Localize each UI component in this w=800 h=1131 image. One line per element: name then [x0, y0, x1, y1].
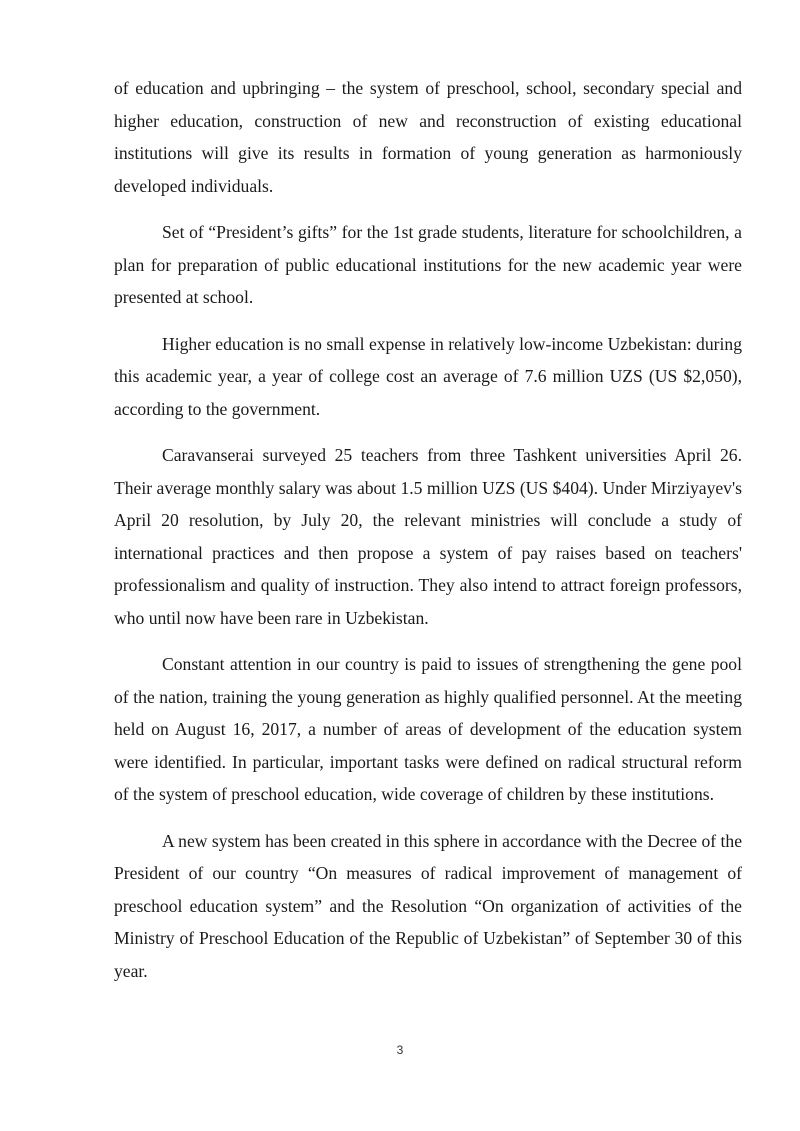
- body-text: [114, 72, 742, 1001]
- paragraph-gene-pool: Constant attention in our country is paid to issues of strengthening the gene pool of the nation, training the young generation as highly qualified personnel. At the meeting held on August 16, 2017, a number of areas of development of the education system were identified. In particular, important tasks were defined on radical structural reform of the system of preschool education, wide coverage of children by these institutions.: [114, 654, 742, 804]
- paragraph-higher-education-cost: Higher education is no small expense in relatively low-income Uzbekistan: during this academic year, a year of college cost an average of 7.6 million UZS (US $2,050), according to the government.: [114, 333, 742, 419]
- paragraph-preschool-system: A new system has been created in this sphere in accordance with the Decree of the President of our country “On measures of radical improvement of management of preschool education system” and the Resolution “On organization of activities of the Ministry of Preschool Education of the Republic of Uzbekistan” of September 30 of this year.: [114, 830, 742, 981]
- paragraph-continued: of education and upbringing – the system of preschool, school, secondary special and higher education, construction of new and reconstruction of existing educational institutions will give its results in formation of young generation as harmoniously developed individuals.: [114, 78, 742, 196]
- paragraph-presidents-gifts: Set of “President’s gifts” for the 1st grade students, literature for schoolchildren, a plan for preparation of public educational institutions for the new academic year were presented at school.: [114, 222, 742, 307]
- page-number: 3: [396, 1043, 404, 1057]
- paragraph-teacher-survey: Caravanserai surveyed 25 teachers from three Tashkent universities April 26. Their average monthly salary was about 1.5 million UZS (US $404). Under Mirziyayev's April 20 resolution, by July 20, the relevant ministries will conclude a study of international practices and then propose a system of pay raises based on teachers' professionalism and quality of instruction. They also intend to attract foreign professors, who until now have been rare in Uzbekistan.: [114, 445, 742, 628]
